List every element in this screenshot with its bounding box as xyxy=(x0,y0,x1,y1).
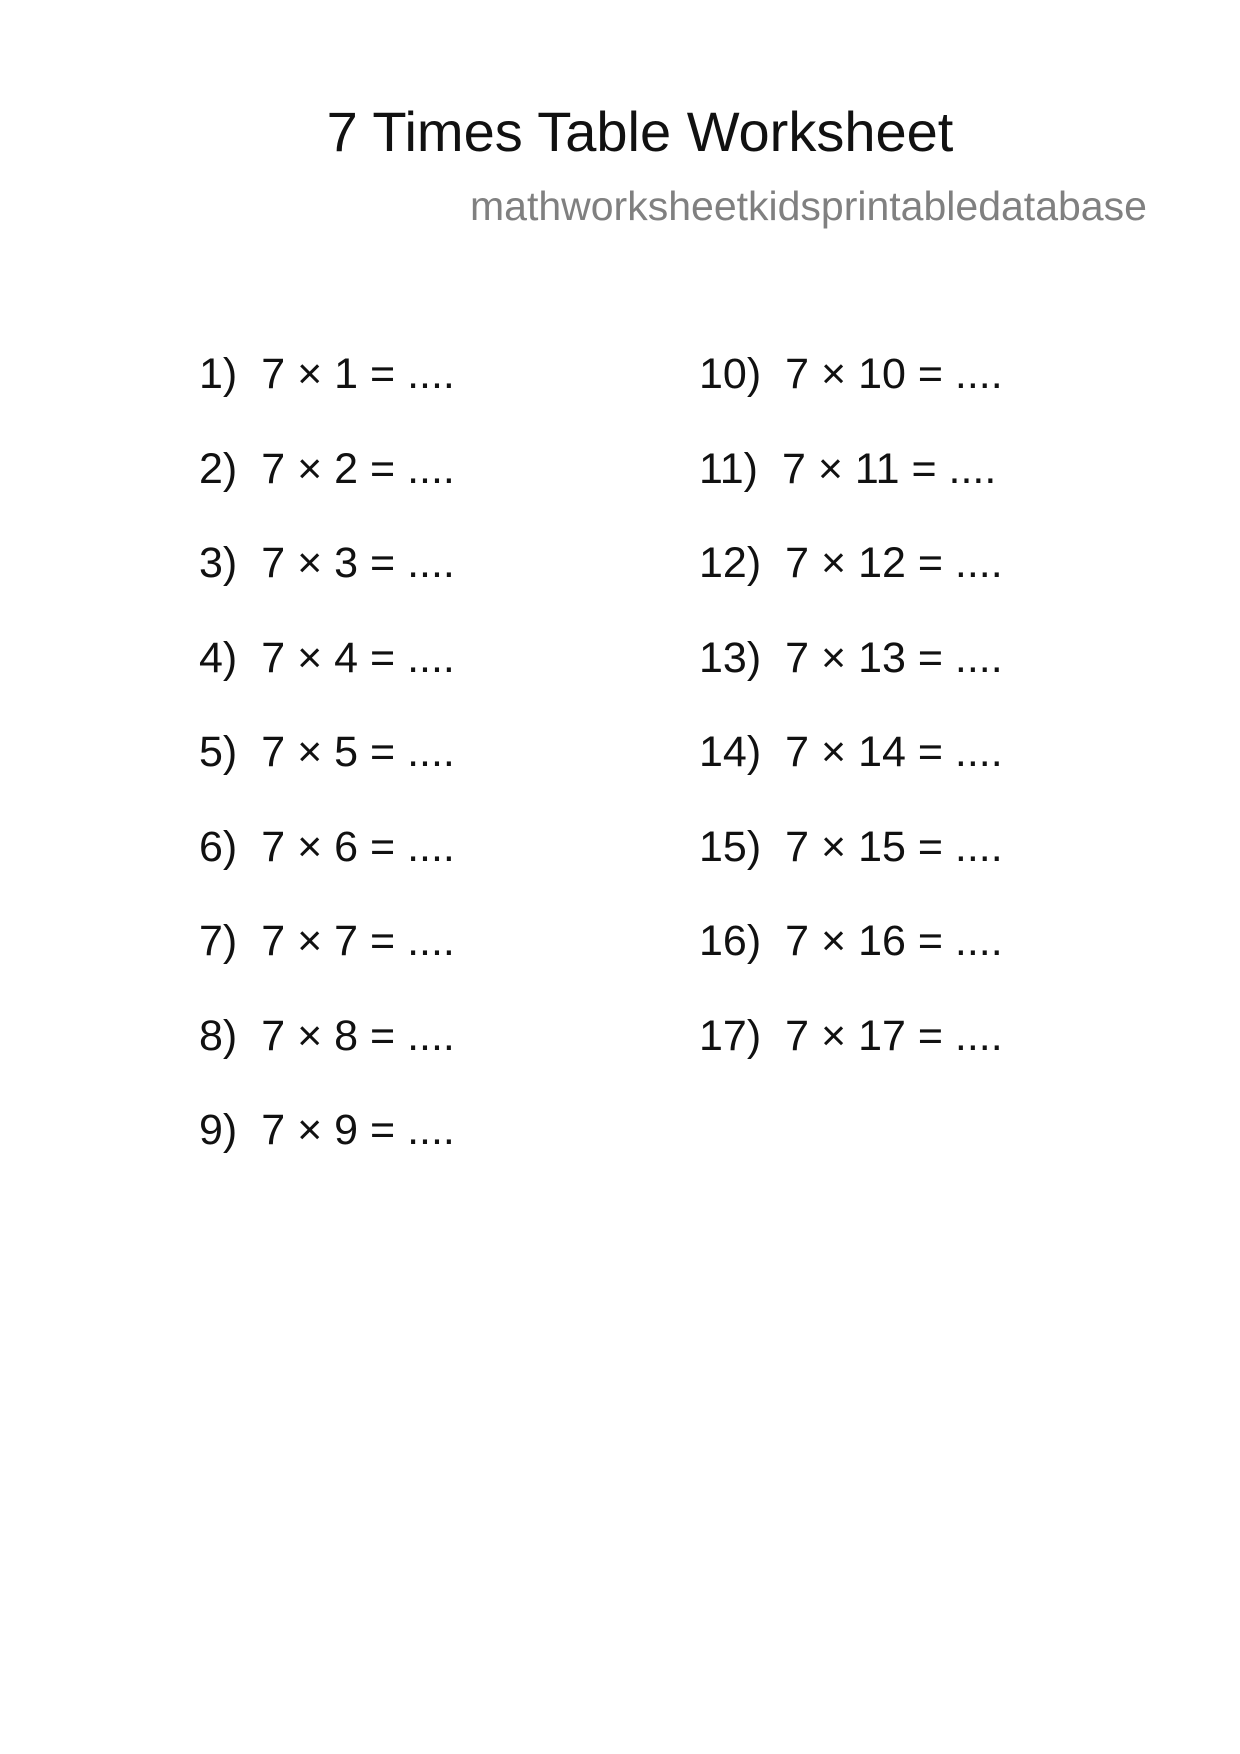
page-title: 7 Times Table Worksheet xyxy=(326,100,954,163)
problem-number: 3) xyxy=(199,539,238,587)
problem-expression: 7 × 11 = .... xyxy=(781,444,997,493)
problem-number: 1) xyxy=(199,350,238,398)
problem-number: 16) xyxy=(699,917,762,965)
problem-expression: 7 × 7 = .... xyxy=(261,917,455,965)
problem-number: 11) xyxy=(699,444,758,493)
problem-item xyxy=(199,1104,455,1199)
problem-expression: 7 × 8 = .... xyxy=(261,1011,455,1060)
problem-item xyxy=(699,632,1003,727)
problem-item xyxy=(199,537,455,632)
problem-expression: 7 × 15 = .... xyxy=(785,822,1003,871)
problem-number: 2) xyxy=(199,444,238,493)
problem-expression: 7 × 13 = .... xyxy=(785,633,1003,682)
problems-column-left xyxy=(199,348,455,1199)
problem-expression: 7 × 5 = .... xyxy=(261,728,455,776)
problem-item xyxy=(699,537,1003,632)
problem-number: 17) xyxy=(699,1011,762,1060)
problem-expression: 7 × 6 = .... xyxy=(261,822,455,871)
problem-expression: 7 × 17 = .... xyxy=(785,1011,1003,1060)
problem-item xyxy=(199,726,455,821)
problem-expression: 7 × 10 = .... xyxy=(785,350,1003,398)
problem-number: 8) xyxy=(199,1011,238,1060)
problem-expression: 7 × 2 = .... xyxy=(261,444,455,493)
problem-item xyxy=(199,821,455,916)
problem-number: 7) xyxy=(199,917,238,965)
problem-item xyxy=(199,915,455,1010)
problem-number: 4) xyxy=(199,633,238,682)
problem-item xyxy=(199,1010,455,1105)
problem-expression: 7 × 1 = .... xyxy=(261,350,455,398)
problem-number: 15) xyxy=(699,822,762,871)
problems-column-right xyxy=(699,348,1003,1104)
problem-item xyxy=(699,726,1003,821)
problem-item xyxy=(699,348,1003,443)
problem-number: 10) xyxy=(699,350,762,398)
problem-expression: 7 × 16 = .... xyxy=(785,917,1003,965)
page-subtitle: mathworksheetkidsprintabledatabase xyxy=(470,183,1147,229)
problem-expression: 7 × 9 = .... xyxy=(261,1106,455,1154)
problem-number: 12) xyxy=(699,539,762,587)
problem-item xyxy=(699,1010,1003,1105)
problem-item xyxy=(699,915,1003,1010)
problem-item xyxy=(199,443,455,538)
problem-item xyxy=(199,348,455,443)
problem-number: 13) xyxy=(699,633,762,682)
problem-item xyxy=(199,632,455,727)
problem-expression: 7 × 12 = .... xyxy=(785,539,1003,587)
problem-expression: 7 × 14 = .... xyxy=(785,728,1003,776)
problem-expression: 7 × 4 = .... xyxy=(261,633,455,682)
problem-number: 6) xyxy=(199,822,238,871)
problem-item xyxy=(699,821,1003,916)
problem-number: 5) xyxy=(199,728,238,776)
problem-number: 9) xyxy=(199,1106,238,1154)
problem-expression: 7 × 3 = .... xyxy=(261,539,455,587)
problem-number: 14) xyxy=(699,728,762,776)
problem-item xyxy=(699,443,1003,538)
